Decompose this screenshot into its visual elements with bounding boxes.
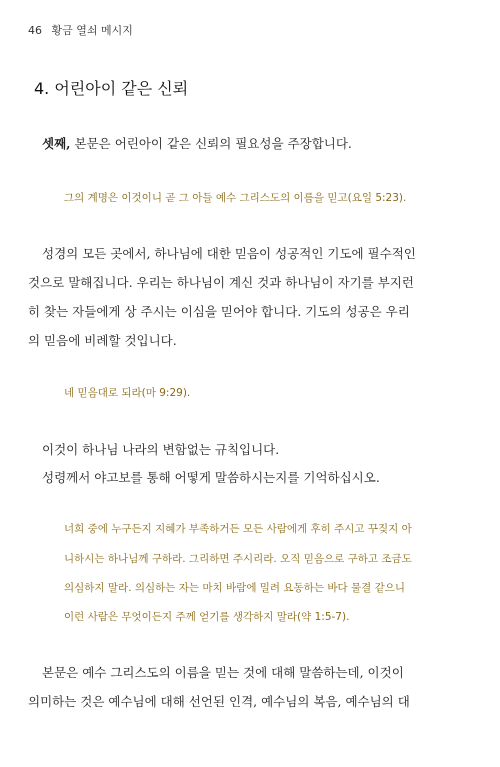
scripture-quote-3-line: 너희 중에 누구든지 지혜가 부족하거든 모든 사람에게 후히 주시고 꾸짖지 아	[64, 523, 412, 535]
paragraph-1-line: 의 믿음에 비례할 것입니다.	[28, 333, 177, 348]
paragraph-2-line: 이것이 하나님 나라의 변함없는 규칙입니다.	[42, 442, 280, 457]
paragraph-1-line: 것으로 말해집니다. 우리는 하나님이 계신 것과 하나님이 자기를 부지런	[28, 275, 414, 290]
intro-lead: 셋째,	[42, 136, 71, 151]
paragraph-1-line: 성경의 모든 곳에서, 하나님에 대한 믿음이 성공적인 기도에 필수적인	[42, 246, 416, 261]
intro-paragraph	[42, 134, 352, 152]
scripture-quote-3-line: 니하시는 하나님께 구하라. 그리하면 주시리라. 오직 믿음으로 구하고 조금도	[64, 553, 412, 565]
section-heading: 4. 어린아이 같은 신뢰	[34, 79, 189, 98]
page-number: 46	[28, 24, 42, 37]
book-title: 황금 열쇠 메시지	[51, 24, 133, 37]
scripture-quote-3-line: 의심하지 말라. 의심하는 자는 마치 바람에 밀려 요동하는 바다 물결 같으니	[64, 582, 406, 594]
paragraph-3-line: 본문은 예수 그리스도의 이름을 믿는 것에 대해 말씀하는데, 이것이	[42, 665, 404, 680]
scripture-quote-3-line: 이런 사람은 무엇이든지 주께 얻기를 생각하지 말라(약 1:5-7).	[64, 611, 350, 623]
scripture-quote-2: 네 믿음대로 되라(마 9:29).	[64, 387, 191, 399]
running-header	[28, 22, 133, 38]
paragraph-2-line: 성령께서 야고보를 통해 어떻게 말씀하시는지를 기억하십시오.	[42, 470, 380, 485]
paragraph-1-line: 히 찾는 자들에게 상 주시는 이심을 믿어야 합니다. 기도의 성공은 우리	[28, 304, 410, 319]
scripture-quote-1: 그의 계명은 이것이니 곧 그 아들 예수 그리스도의 이름을 믿고(요일 5:23).	[64, 192, 407, 204]
paragraph-3-line: 의미하는 것은 예수님에 대해 선언된 인격, 예수님의 복음, 예수님의 대	[28, 694, 410, 709]
intro-text: 본문은 어린아이 같은 신뢰의 필요성을 주장합니다.	[70, 136, 352, 151]
